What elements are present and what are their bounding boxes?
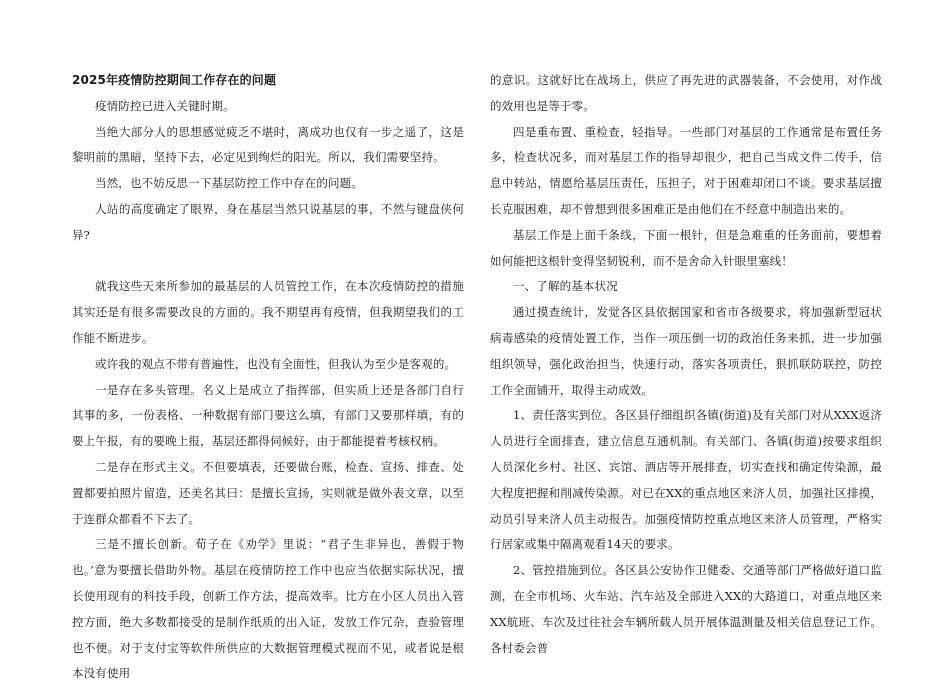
paragraph: 二是存在形式主义。不但要填表，还要做台账，检查、宣扬、排查、处置都要拍照片留造，还美名其曰：是擅长宣扬，实则就是做外表文章，以至于连群众都看不下去了。 <box>72 459 464 526</box>
paragraph: 通过摸查统计，发觉各区县依据国家和省市各级要求，将加强新型冠状病毒感染的疫情处置工作，当作一项压倒一切的政治任务来抓，进一步加强组织领导，强化政治担当，快速行动，落实各项责任，狠抓联防联控，防控工作全面铺开，取得主动成效。 <box>490 305 882 397</box>
paragraph: 人站的高度确定了眼界，身在基层当然只说基层的事，不然与键盘侠何异? <box>72 201 464 242</box>
section-heading: 一、了解的基本状况 <box>513 279 618 294</box>
paragraph: 就我这些天来所参加的最基层的人员管控工作，在本次疫情防控的措施其实还是有很多需要改良的方面的。我不期望再有疫情，但我期望我们的工作能不断进步。 <box>72 279 464 345</box>
paragraph: 一是存在多头管理。名义上是成立了指挥部，但实质上还是各部门自行其事的多，一份表格、一种数据有部门要这么填，有部门又要那样填，有的要上午报，有的要晚上报，基层还都得伺候好，由于都能提着考核权柄。 <box>72 382 464 449</box>
paragraph: 2、管控措施到位。各区县公安协作卫健委、交通等部门严格做好道口监测，在全市机场、火车站、汽车站及全部进入XX的大路道口，对重点地区来XX航班、车次及过往社会车辆所载人员开展体温测量及相关信息登记工作。各村委会普 <box>490 563 882 655</box>
blank-line <box>72 249 464 275</box>
left-column <box>72 68 464 687</box>
paragraph: 基层工作是上面千条线，下面一根针，但是急难重的任务面前，要想着如何能把这根针变得坚韧锐利，而不是舍命入针眼里塞线！ <box>490 227 882 268</box>
paragraph: 当绝大部分人的思想感觉疲乏不堪时，离成功也仅有一步之遥了，这是黎明前的黑暗，坚持下去，必定见到绚烂的阳光。所以，我们需要坚持。 <box>72 124 464 165</box>
paragraph-continuation: 的意识。这就好比在战场上，供应了再先进的武器装备，不会使用，对作战的效用也是等于零。 <box>490 73 882 113</box>
paragraph: 当然，也不妨反思一下基层防控工作中存在的问题。 <box>95 176 363 191</box>
document-title: 2025年疫情防控期间工作存在的问题 <box>72 73 277 87</box>
paragraph: 疫情防控已进入关键时期。 <box>95 98 235 113</box>
paragraph: 四是重布置、重检查，轻指导。一些部门对基层的工作通常是布置任务多，检查状况多，而对基层工作的指导却很少，把自己当成文件二传手，信息中转站，情愿给基层压责任，压担子，对于困难却闭口不谈。要求基层擅长克服困难，却不曾想到很多困难正是由他们在不经意中制造出来的。 <box>490 124 882 216</box>
paragraph: 或许我的观点不带有普遍性，也没有全面性，但我认为至少是客观的。 <box>95 356 457 371</box>
paragraph: 1、责任落实到位。各区县仔细组织各镇(街道)及有关部门对从XXX返济人员进行全面排查，建立信息互通机制。有关部门、各镇(街道)按要求组织人员深化乡村、社区、宾馆、酒店等开展排查，切实查找和确定传染源，最大程度把握和削减传染源。对已在XX的重点地区来济人员，加强社区排摸，动员引导来济人员主动报告。加强疫情防控重点地区来济人员管理，严格实行居家或集中隔离观看14天的要求。 <box>490 408 882 552</box>
paragraph: 三是不擅长创新。荀子在《劝学》里说：“君子生非异也，善假于物也。’意为要擅长借助外物。基层在疫情防控工作中也应当依据实际状况，擅长使用现有的科技手段，创新工作方法，提高效率。比方在小区人员出入管控方面，绝大多数都接受的是制作纸质的出入证，发放工作冗杂，查验管理也不便。对于支付宝等软件所供应的大数据管理模式视而不见，或者说是根本没有使用 <box>72 537 464 681</box>
right-column <box>490 68 882 661</box>
